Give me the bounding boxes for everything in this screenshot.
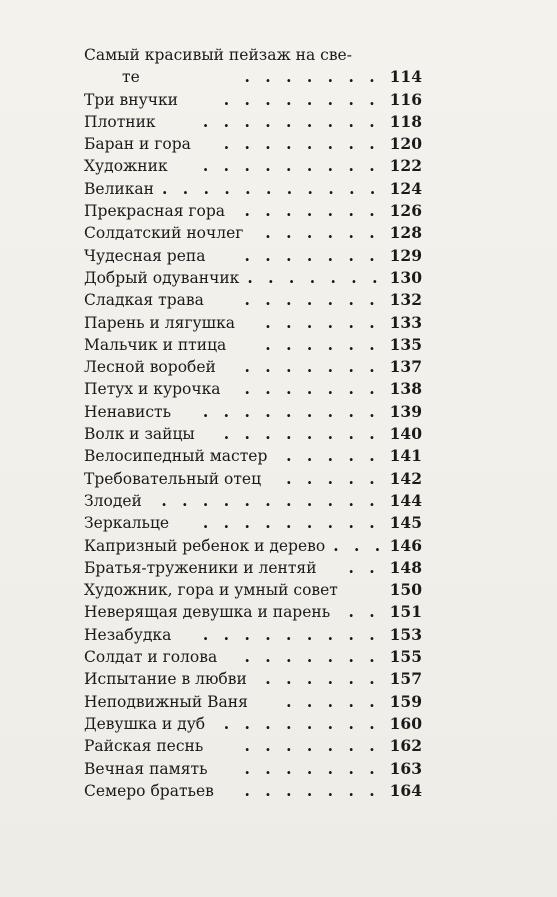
toc-entry: [84, 735, 422, 757]
toc-entry: [84, 601, 422, 623]
toc-entry-leader-dots: . . . . . . . . . . .: [161, 490, 380, 510]
toc-entry: [84, 579, 422, 601]
toc-entry-leader-dots: . . . . . . . .: [223, 89, 380, 109]
toc-entry-page-number: 116: [389, 89, 422, 109]
toc-entry-title: Испытание в любви: [84, 670, 247, 689]
toc-entry: [84, 423, 422, 445]
toc-entry-page-number: 126: [389, 201, 422, 221]
toc-entry: [84, 401, 422, 423]
toc-entry-page-number: 148: [389, 557, 422, 577]
toc-entry-leader-dots: . . . . . . . . .: [202, 513, 380, 533]
toc-entry: [84, 535, 422, 557]
toc-entry-leader-dots: . . . . . . .: [244, 67, 380, 87]
toc-entry-title: Зеркальце: [84, 514, 170, 533]
toc-entry-title: Велосипедный мастер: [84, 447, 268, 466]
toc-entry-page-number: 133: [389, 312, 422, 332]
toc-entry: [84, 624, 422, 646]
toc-entry: [84, 267, 422, 289]
toc-entry-leader-dots: . .: [348, 557, 380, 577]
toc-entry-title: Мальчик и птица: [84, 335, 227, 354]
toc-entry-page-number: 138: [389, 379, 422, 399]
toc-entry-page-number: 141: [389, 446, 422, 466]
toc-entry-leader-dots: . . . . . .: [265, 223, 380, 243]
toc-entry-title: Лесной воробей: [84, 358, 216, 377]
toc-entry-leader-dots: . . . . . .: [265, 669, 380, 689]
toc-entry-page-number: 135: [389, 334, 422, 354]
toc-entry-leader-dots: . . .: [333, 535, 386, 555]
toc-entry-title: Художник: [84, 157, 168, 176]
toc-entry: [84, 646, 422, 668]
toc-entry-page-number: 159: [389, 691, 422, 711]
toc-entry-page-number: 118: [389, 111, 422, 131]
toc-entry-title: Капризный ребенок и дерево: [84, 536, 326, 555]
toc-entry-page-number: 144: [389, 490, 422, 510]
toc-entry-title: Девушка и дуб: [84, 714, 206, 733]
toc-entry-leader-dots: . . . . . . . . .: [202, 156, 380, 176]
toc-entry-leader-dots: . . . . . .: [265, 312, 380, 332]
toc-entry-page-number: 129: [389, 245, 422, 265]
toc-entry: [84, 44, 422, 89]
toc-entry-page-number: 151: [389, 602, 422, 622]
toc-entry-leader-dots: . . . . . . .: [244, 357, 380, 377]
toc-entry-page-number: 124: [389, 178, 422, 198]
toc-entry-leader-dots: . . . . . . . . .: [202, 624, 380, 644]
toc-entry: [84, 445, 422, 467]
toc-entry-title: Райская песнь: [84, 737, 204, 756]
toc-entry-leader-dots: . . . . . . .: [244, 201, 380, 221]
toc-entry-page-number: 150: [389, 580, 422, 600]
toc-entry: [84, 289, 422, 311]
toc-entry-page-number: 122: [389, 156, 422, 176]
toc-entry: [84, 512, 422, 534]
toc-entry-leader-dots: . . . . . . .: [244, 379, 380, 399]
toc-entry-page-number: 128: [389, 223, 422, 243]
toc-entry-leader-dots: . . . . . . . . .: [202, 111, 380, 131]
toc-entry-title-continuation: те: [122, 68, 140, 87]
toc-entry-leader-dots: . . . . . . . . . . .: [162, 178, 381, 198]
toc-entry: [84, 334, 422, 356]
toc-entry: [84, 468, 422, 490]
toc-entry-leader-dots: . . . . . . .: [244, 758, 380, 778]
toc-entry-title: Волк и зайцы: [84, 425, 195, 444]
toc-entry-page-number: 145: [389, 513, 422, 533]
table-of-contents: [84, 44, 422, 802]
toc-entry-title: Неверящая девушка и парень: [84, 603, 331, 622]
toc-entry: [84, 780, 422, 802]
toc-entry-title: Три внучки: [84, 90, 178, 109]
toc-entry: [84, 222, 422, 244]
toc-entry-leader-dots: . . . . . . .: [244, 245, 380, 265]
toc-entry-title: Художник, гора и умный совет: [84, 581, 338, 600]
toc-entry-page-number: 114: [389, 67, 422, 87]
toc-entry: [84, 89, 422, 111]
toc-entry-title: Самый красивый пейзаж на све-: [84, 46, 352, 64]
toc-entry: [84, 155, 422, 177]
toc-entry-leader-dots: . .: [348, 602, 380, 622]
toc-entry-page-number: 130: [389, 267, 422, 287]
toc-entry: [84, 356, 422, 378]
toc-entry-page-number: 139: [389, 401, 422, 421]
toc-entry: [84, 378, 422, 400]
toc-entry: [84, 200, 422, 222]
toc-entry-leader-dots: . . . . .: [286, 468, 380, 488]
toc-entry-leader-dots: . . . . . . . .: [223, 134, 380, 154]
toc-entry: [84, 178, 422, 200]
toc-entry-title: Солдат и голова: [84, 648, 218, 667]
toc-entry-page-number: 160: [389, 713, 422, 733]
toc-entry-leader-dots: . . . . . . .: [244, 780, 380, 800]
toc-entry-page-number: 120: [389, 134, 422, 154]
toc-entry-leader-dots: . . . . . . .: [244, 736, 380, 756]
toc-entry-leader-dots: . . . . . . .: [247, 267, 383, 287]
toc-entry-title: Великан: [84, 179, 154, 198]
toc-entry-title: Солдатский ночлег: [84, 224, 244, 243]
toc-entry-title: Злодей: [84, 491, 142, 510]
toc-entry-leader-dots: . . . . . . .: [244, 647, 380, 667]
toc-entry: [84, 668, 422, 690]
toc-entry-page-number: 157: [389, 669, 422, 689]
toc-entry-title: Семеро братьев: [84, 781, 214, 800]
toc-entry: [84, 691, 422, 713]
toc-entry-title: Добрый одуванчик: [84, 268, 240, 287]
toc-entry-page-number: 162: [389, 736, 422, 756]
toc-entry-title: Парень и лягушка: [84, 313, 236, 332]
toc-entry-page-number: 140: [389, 424, 422, 444]
toc-entry-title: Ненависть: [84, 402, 172, 421]
toc-entry-title: Чудесная репа: [84, 246, 206, 265]
toc-entry-title: Вечная память: [84, 759, 208, 778]
toc-entry-page-number: 153: [389, 624, 422, 644]
toc-entry: [84, 111, 422, 133]
toc-entry: [84, 133, 422, 155]
toc-entry-title: Сладкая трава: [84, 291, 204, 310]
toc-entry-leader-dots: . . . . . . .: [244, 290, 380, 310]
toc-entry-page-number: 142: [389, 468, 422, 488]
toc-entry-leader-dots: . . . . . .: [265, 334, 380, 354]
toc-entry-leader-dots: . . . . .: [286, 691, 380, 711]
toc-entry: [84, 758, 422, 780]
toc-entry-title: Баран и гора: [84, 135, 191, 154]
toc-entry-leader-dots: . . . . . . . . .: [202, 401, 380, 421]
toc-entry-title: Неподвижный Ваня: [84, 692, 248, 711]
toc-entry-title: Незабудка: [84, 625, 172, 644]
toc-entry-page-number: 132: [389, 290, 422, 310]
toc-entry: [84, 490, 422, 512]
toc-entry-title: Прекрасная гора: [84, 202, 226, 221]
toc-entry: [84, 713, 422, 735]
toc-entry-page-number: 164: [389, 780, 422, 800]
toc-entry-leader-dots: . . . . . . . .: [223, 713, 380, 733]
toc-entry: [84, 245, 422, 267]
toc-entry-page-number: 163: [389, 758, 422, 778]
toc-entry-title: Петух и курочка: [84, 380, 221, 399]
toc-entry: [84, 312, 422, 334]
toc-entry-leader-dots: . . . . . . . .: [223, 424, 380, 444]
toc-entry-page-number: 137: [389, 357, 422, 377]
toc-entry-title: Требовательный отец: [84, 469, 262, 488]
toc-entry-title: Плотник: [84, 112, 156, 131]
toc-entry-leader-dots: . . . . .: [286, 446, 380, 466]
toc-entry: [84, 557, 422, 579]
toc-entry-page-number: 146: [389, 535, 422, 555]
toc-entry-page-number: 155: [389, 647, 422, 667]
toc-entry-title: Братья-труженики и лентяй: [84, 558, 317, 577]
